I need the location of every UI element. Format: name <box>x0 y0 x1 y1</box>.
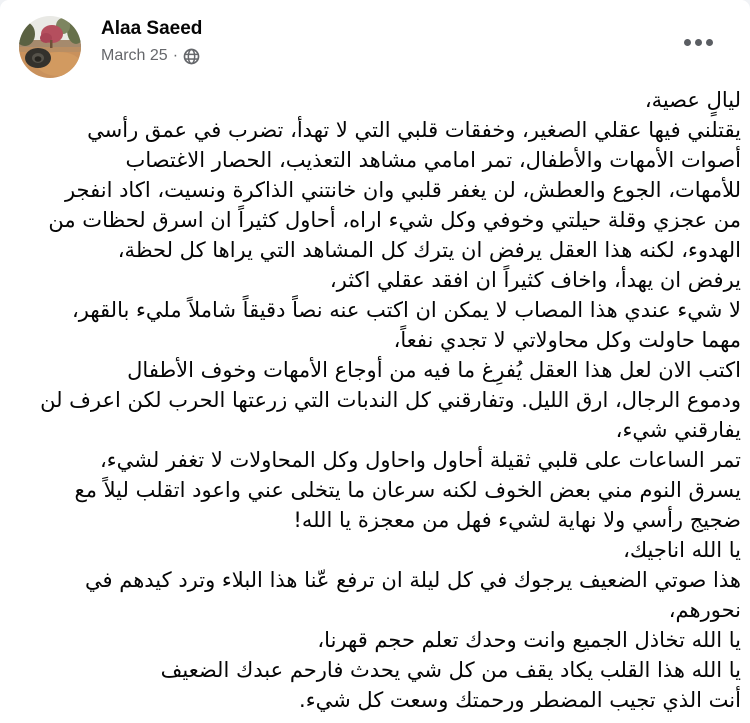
post-text-line: ضجيج رأسي ولا نهاية لشيء فهل من معجزة يا الله! <box>293 508 741 532</box>
avatar-photo <box>19 16 81 78</box>
post-text-line: لا شيء عندي هذا المصاب لا يمكن ان اكتب عنه نصاً دقيقاً شاملاً مليء بالقهر، <box>72 298 741 322</box>
meta-separator: · <box>172 47 179 64</box>
post-text-line: من عجزي وقلة حيلتي وخوفي وكل شيء اراه، أحاول كثيراً ان اسرق لحظات من <box>48 208 741 232</box>
post-text-line: تمر الساعات على قلبي ثقيلة أحاول واحاول وكل المحاولات لا تغفر لشيء، <box>100 448 741 472</box>
globe-icon <box>183 48 200 65</box>
post-text-line: يا الله تخاذل الجميع وانت وحدك تعلم حجم قهرنا، <box>317 628 741 652</box>
post-text <box>2 85 741 715</box>
ellipsis-icon <box>684 39 691 46</box>
post-text-line: يفارقني شيء، <box>615 418 741 442</box>
ellipsis-icon <box>706 39 713 46</box>
post-text-line: أصوات الأمهات والأطفال، تمر امامي مشاهد التعذيب، الحصار الاغتصاب <box>125 148 741 172</box>
post-date[interactable]: March 25 <box>101 47 168 64</box>
post-text-line: يقتلني فيها عقلي الصغير، وخفقات قلبي التي لا تهدأ، تضرب في عمق رأسي <box>87 118 741 142</box>
author-name[interactable]: Alaa Saeed <box>101 18 203 39</box>
post-meta <box>101 45 200 67</box>
post-text-line: يرفض ان يهدأ، واخاف كثيراً ان افقد عقلي اكثر، <box>329 268 741 292</box>
post-text-line: يا الله هذا القلب يكاد يقف من كل شي يحدث فارحم عبدك الضعيف <box>160 658 741 682</box>
post-text-line: مهما حاولت وكل محاولاتي لا تجدي نفعاً، <box>393 328 741 352</box>
post-text-line: ليالٍ عصية، <box>644 88 741 112</box>
post-text-line: للأمهات، الجوع والعطش، لن يغفر قلبي وان خانتني الذاكرة ونسيت، اكاد انفجر <box>64 178 741 202</box>
post-text-line: يسرق النوم مني بعض الخوف لكنه سرعان ما يتخلى عني واعود اتقلب ليلاً مع <box>74 478 741 502</box>
post-text-line: الهدوء، لكنه هذا العقل يرفض ان يترك كل المشاهد التي يراها كل لحظة، <box>117 238 741 262</box>
post-text-line: أنت الذي تجيب المضطر ورحمتك وسعت كل شيء. <box>299 688 741 712</box>
avatar[interactable] <box>19 16 81 78</box>
post-options-button[interactable] <box>676 27 720 57</box>
post-text-line: يا الله اناجيك، <box>623 538 741 562</box>
post-text-line: هذا صوتي الضعيف يرجوك في كل ليلة ان ترفع عّنا هذا البلاء وترد كيدهم في <box>85 568 741 592</box>
ellipsis-icon <box>695 39 702 46</box>
post-text-line: ودموع الرجال، ارق الليل. وتفارقني كل الندبات التي زرعتها الحرب لكن اعرف لن <box>40 388 741 412</box>
post-text-line: نحورهم، <box>668 598 741 622</box>
post-text-line: اكتب الان لعل هذا العقل يُفرِغ ما فيه من أوجاع الأمهات وخوف الأطفال <box>127 358 741 382</box>
